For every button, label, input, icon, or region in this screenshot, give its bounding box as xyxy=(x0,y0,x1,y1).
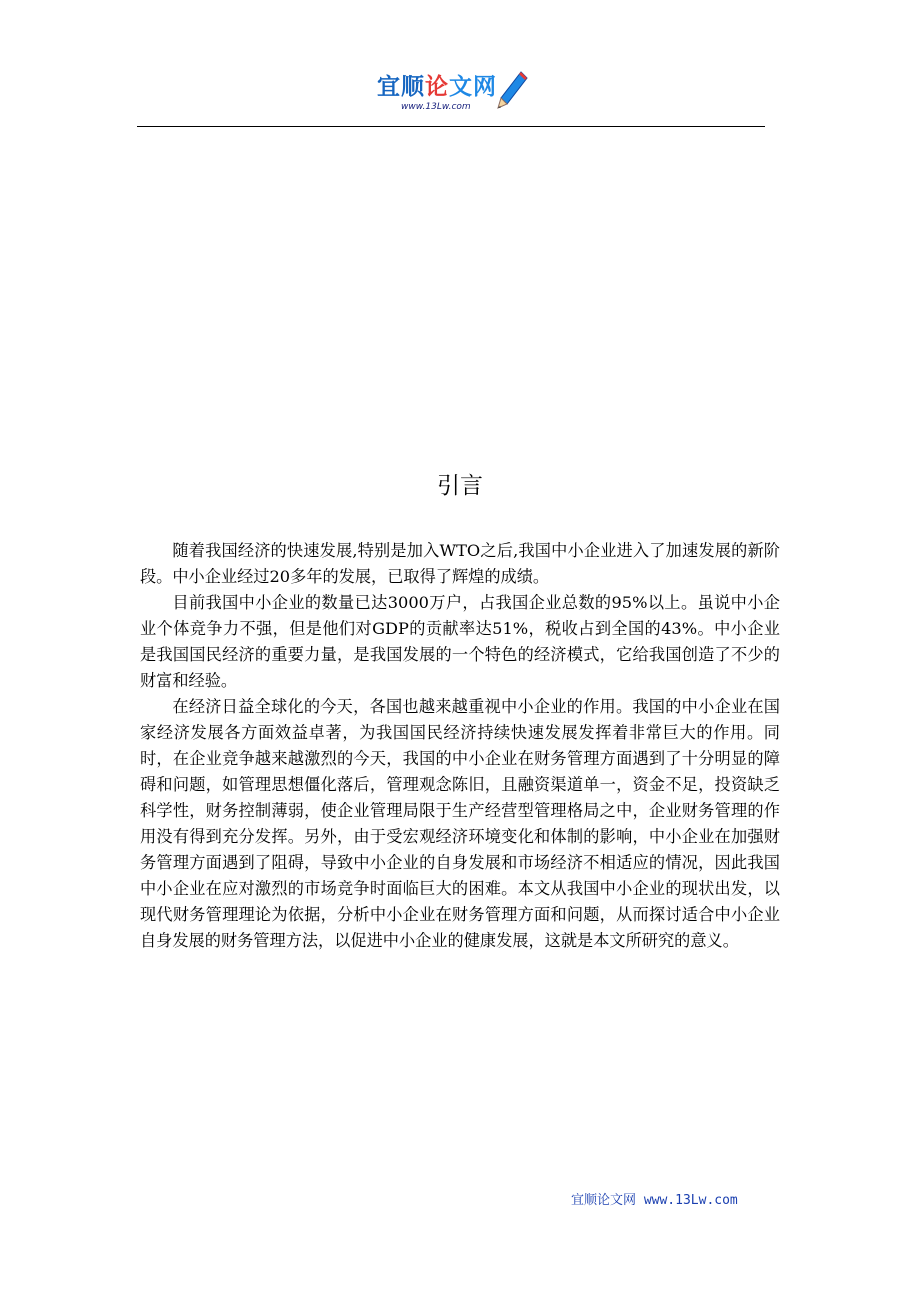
footer-link[interactable]: 宜顺论文网 www.13Lw.com xyxy=(571,1193,738,1208)
paragraph: 在经济日益全球化的今天，各国也越来越重视中小企业的作用。我国的中小企业在国家经济发展各方面效益卓著，为我国国民经济持续快速发展发挥着非常巨大的作用。同时，在企业竞争越来越激烈的今天，我国的中小企业在财务管理方面遇到了十分明显的障碍和问题，如管理思想僵化落后，管理观念陈旧，且融资渠道单一，资金不足，投资缺乏科学性，财务控制薄弱，使企业管理局限于生产经营型管理格局之中，企业财务管理的作用没有得到充分发挥。另外，由于受宏观经济环境变化和体制的影响，中小企业在加强财务管理方面遇到了阻碍，导致中小企业的自身发展和市场经济不相适应的情况，因此我国中小企业在应对激烈的市场竞争时面临巨大的困难。本文从我国中小企业的现状出发，以现代财务管理理论为依据，分析中小企业在财务管理方面和问题，从而探讨适合中小企业自身发展的财务管理方法，以促进中小企业的健康发展，这就是本文所研究的意义。 xyxy=(140,697,780,950)
document-body xyxy=(140,538,780,954)
paragraph: 随着我国经济的快速发展,特别是加入WTO之后,我国中小企业进入了加速发展的新阶段。中小企业经过20多年的发展，已取得了辉煌的成绩。 xyxy=(140,541,780,586)
page-title: 引言 xyxy=(437,473,483,499)
logo-title xyxy=(377,68,497,101)
logo-title-part2: 论 xyxy=(425,74,449,100)
logo-url: www.13Lw.com xyxy=(401,102,471,112)
pen-icon xyxy=(495,70,529,112)
site-logo[interactable] xyxy=(377,68,537,124)
paragraph: 目前我国中小企业的数量已达3000万户，占我国企业总数的95%以上。虽说中小企业个体竞争力不强，但是他们对GDP的贡献率达51%，税收占到全国的43%。中小企业是我国国民经济的重要力量，是我国发展的一个特色的经济模式，它给我国创造了不少的财富和经验。 xyxy=(140,593,780,690)
page-header xyxy=(137,62,765,127)
logo-title-part3: 文网 xyxy=(449,74,497,100)
logo-title-part1: 宜顺 xyxy=(377,74,425,100)
